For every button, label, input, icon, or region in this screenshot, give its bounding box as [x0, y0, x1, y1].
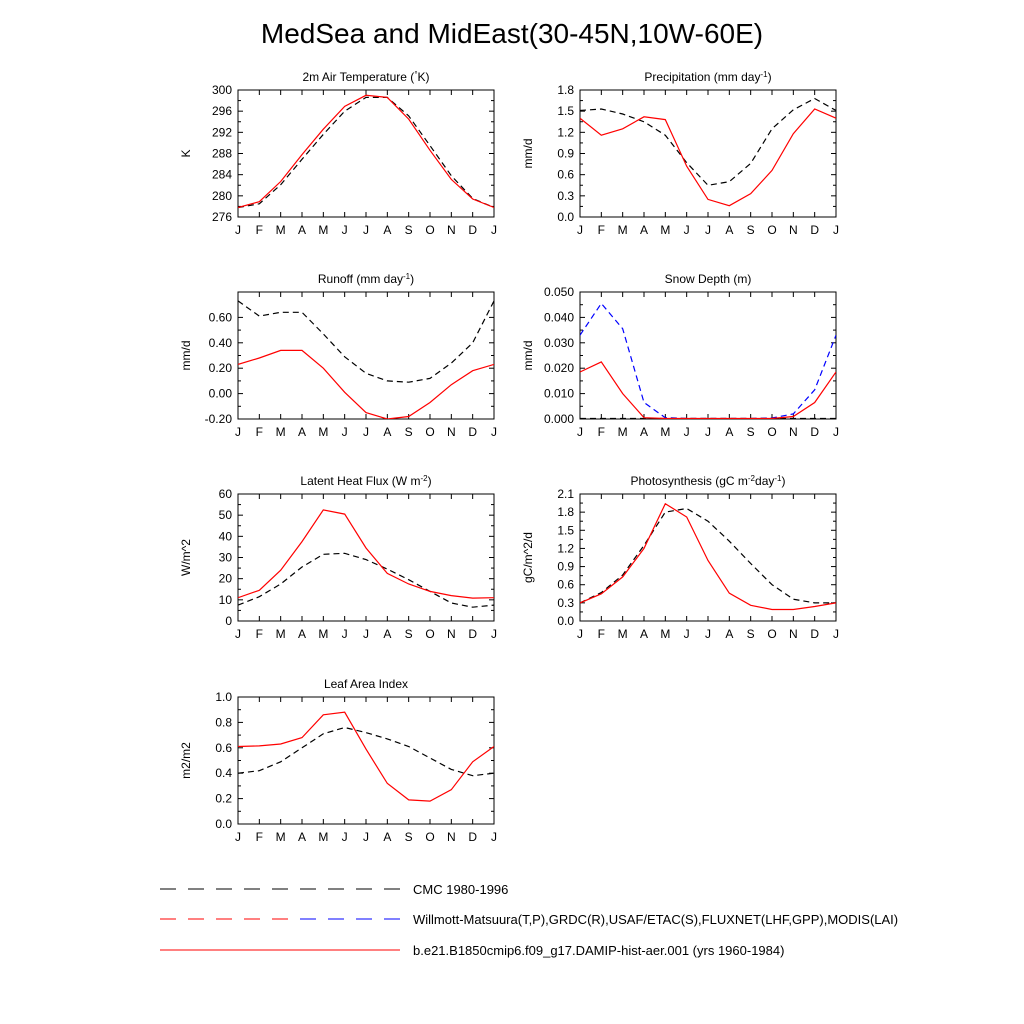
- panel-title: 2m Air Temperature (°K): [302, 69, 430, 84]
- y-axis-label: gC/m^2/d: [521, 532, 535, 583]
- y-tick-label: 0.60: [208, 310, 232, 325]
- plot-frame: [238, 697, 494, 824]
- x-tick-label: A: [297, 223, 307, 237]
- x-tick-label: J: [683, 425, 690, 439]
- x-tick-label: J: [833, 223, 839, 237]
- y-tick-label: 0.20: [208, 361, 232, 376]
- series-line-model: [580, 504, 836, 610]
- x-tick-label: S: [746, 223, 755, 237]
- y-tick-label: 0.3: [557, 595, 574, 610]
- panel-title: Snow Depth (m): [664, 272, 752, 286]
- x-tick-label: A: [725, 627, 734, 641]
- x-tick-label: D: [810, 425, 820, 439]
- x-tick-label: S: [404, 425, 413, 439]
- x-tick-label: J: [491, 830, 497, 844]
- y-axis-label: K: [179, 149, 193, 158]
- x-tick-label: F: [255, 627, 264, 641]
- x-tick-label: O: [425, 830, 435, 844]
- x-tick-label: N: [788, 425, 798, 439]
- y-axis-label: mm/d: [521, 340, 535, 371]
- y-tick-label: 1.0: [215, 690, 232, 704]
- y-tick-label: 288: [211, 146, 232, 161]
- panel-title: Photosynthesis (gC $m^{-2}day^{-1}$): [630, 473, 786, 488]
- legend-label: b.e21.B1850cmip6.f09_g17.DAMIP-hist-aer.001 (yrs 1960-1984): [413, 943, 785, 958]
- chart-panel-1: [179, 70, 497, 238]
- x-tick-label: N: [446, 425, 456, 439]
- x-tick-label: A: [639, 425, 649, 439]
- x-tick-label: M: [318, 830, 329, 844]
- x-tick-label: F: [255, 223, 264, 237]
- y-tick-label: 1.8: [557, 83, 574, 97]
- x-tick-label: J: [683, 627, 690, 641]
- x-tick-label: J: [235, 425, 241, 439]
- y-axis-label: mm/d: [179, 340, 193, 371]
- plot-frame: [580, 90, 836, 217]
- series-line-model: [238, 510, 494, 598]
- y-tick-label: 284: [211, 167, 232, 182]
- y-tick-label: 0.000: [543, 412, 574, 426]
- y-axis-label: W/m^2: [179, 539, 193, 576]
- y-tick-label: 20: [218, 571, 232, 586]
- y-axis-label: mm/d: [521, 138, 535, 169]
- x-tick-label: J: [683, 223, 690, 237]
- y-tick-label: 60: [218, 487, 232, 501]
- x-tick-label: J: [341, 223, 348, 237]
- y-tick-label: 0.40: [208, 335, 232, 350]
- x-tick-label: A: [297, 830, 307, 844]
- x-tick-label: M: [617, 627, 628, 641]
- x-tick-label: S: [404, 627, 413, 641]
- panel-title: Latent Heat Flux (W $m^{-2}$): [300, 473, 432, 488]
- y-tick-label: 0.2: [215, 791, 232, 806]
- x-tick-label: A: [639, 223, 649, 237]
- x-tick-label: J: [491, 627, 497, 641]
- x-tick-label: S: [404, 223, 413, 237]
- series-line-obs: [238, 728, 494, 776]
- series-line-model: [580, 362, 836, 419]
- x-tick-label: O: [767, 627, 777, 641]
- chart-panel-4: [521, 272, 839, 439]
- x-tick-label: M: [275, 425, 286, 439]
- x-tick-label: M: [318, 425, 329, 439]
- x-tick-label: O: [425, 425, 435, 439]
- chart-panel-5: [179, 474, 497, 642]
- series-line-model: [238, 712, 494, 801]
- figure-title: MedSea and MidEast(30-45N,10W-60E): [260, 18, 764, 49]
- x-tick-label: F: [597, 627, 606, 641]
- x-tick-label: J: [341, 627, 348, 641]
- x-tick-label: J: [363, 425, 369, 439]
- legend-label: Willmott-Matsuura(T,P),GRDC(R),USAF/ETAC(S),FLUXNET(LHF,GPP),MODIS(LAI): [413, 912, 899, 927]
- series-line-obs: [238, 553, 494, 607]
- x-tick-label: J: [833, 425, 839, 439]
- x-tick-label: A: [297, 425, 307, 439]
- x-tick-label: M: [617, 223, 628, 237]
- y-tick-label: -0.20: [204, 412, 232, 426]
- y-tick-label: 0.6: [557, 577, 574, 592]
- x-tick-label: F: [597, 425, 606, 439]
- y-tick-label: 50: [218, 508, 232, 523]
- plot-frame: [580, 292, 836, 419]
- x-tick-label: F: [255, 830, 264, 844]
- x-tick-label: O: [767, 425, 777, 439]
- y-tick-label: 30: [218, 550, 232, 565]
- x-tick-label: M: [275, 830, 286, 844]
- y-tick-label: 1.2: [557, 541, 574, 556]
- x-tick-label: S: [404, 830, 413, 844]
- plot-frame: [238, 494, 494, 621]
- series-line-obs: [238, 301, 494, 382]
- y-tick-label: 0.010: [543, 386, 574, 401]
- panel-title: Runoff (mm day$^{-1}$): [317, 271, 415, 286]
- series-line-model: [238, 95, 494, 207]
- x-tick-label: J: [491, 223, 497, 237]
- y-tick-label: 0.040: [543, 310, 574, 325]
- x-tick-label: N: [446, 627, 456, 641]
- panel-title: Precipitation (mm day$^{-1}$): [644, 69, 772, 84]
- x-tick-label: D: [810, 627, 820, 641]
- plot-frame: [238, 292, 494, 419]
- x-tick-label: D: [468, 223, 478, 237]
- x-tick-label: J: [341, 830, 348, 844]
- x-tick-label: J: [705, 223, 711, 237]
- x-tick-label: A: [297, 627, 307, 641]
- x-tick-label: D: [468, 627, 478, 641]
- x-tick-label: A: [639, 627, 649, 641]
- x-tick-label: M: [660, 627, 671, 641]
- x-tick-label: J: [833, 627, 839, 641]
- y-tick-label: 0.00: [208, 386, 232, 401]
- series-line-obs: [580, 99, 836, 186]
- x-tick-label: J: [577, 627, 583, 641]
- plot-frame: [580, 494, 836, 621]
- y-tick-label: 296: [211, 104, 232, 119]
- x-tick-label: J: [363, 627, 369, 641]
- x-tick-label: O: [767, 223, 777, 237]
- legend: [160, 882, 898, 958]
- y-tick-label: 292: [211, 125, 232, 140]
- x-tick-label: M: [275, 223, 286, 237]
- y-tick-label: 300: [211, 83, 232, 97]
- x-tick-label: M: [660, 223, 671, 237]
- series-line-obs_blue: [580, 303, 836, 418]
- x-tick-label: M: [660, 425, 671, 439]
- x-tick-label: N: [788, 223, 798, 237]
- chart-panel-2: [521, 70, 839, 238]
- legend-label: CMC 1980-1996: [413, 882, 509, 897]
- x-tick-label: F: [597, 223, 606, 237]
- x-tick-label: J: [341, 425, 348, 439]
- y-tick-label: 1.5: [557, 523, 574, 538]
- y-tick-label: 0.9: [557, 146, 574, 161]
- x-tick-label: J: [577, 223, 583, 237]
- x-tick-label: M: [318, 223, 329, 237]
- plot-frame: [238, 90, 494, 217]
- x-tick-label: S: [746, 425, 755, 439]
- x-tick-label: J: [705, 425, 711, 439]
- x-tick-label: A: [383, 627, 392, 641]
- x-tick-label: A: [725, 223, 734, 237]
- y-tick-label: 0.4: [215, 766, 232, 781]
- y-tick-label: 0.0: [215, 817, 232, 831]
- x-tick-label: A: [383, 830, 392, 844]
- y-tick-label: 1.5: [557, 104, 574, 119]
- series-line-model: [238, 350, 494, 419]
- chart-panel-3: [179, 272, 497, 440]
- y-tick-label: 0.020: [543, 361, 574, 376]
- x-tick-label: D: [468, 830, 478, 844]
- y-tick-label: 280: [211, 188, 232, 203]
- x-tick-label: O: [425, 627, 435, 641]
- x-tick-label: J: [491, 425, 497, 439]
- x-tick-label: M: [275, 627, 286, 641]
- x-tick-label: N: [446, 830, 456, 844]
- series-line-model: [580, 109, 836, 206]
- y-tick-label: 1.8: [557, 505, 574, 520]
- chart-panel-7: [179, 677, 497, 844]
- x-tick-label: O: [425, 223, 435, 237]
- y-tick-label: 0.9: [557, 559, 574, 574]
- x-tick-label: J: [577, 425, 583, 439]
- x-tick-label: A: [725, 425, 734, 439]
- x-tick-label: N: [446, 223, 456, 237]
- x-tick-label: J: [235, 223, 241, 237]
- series-line-obs: [580, 509, 836, 603]
- x-tick-label: N: [788, 627, 798, 641]
- x-tick-label: S: [746, 627, 755, 641]
- y-tick-label: 0.6: [557, 167, 574, 182]
- x-tick-label: M: [617, 425, 628, 439]
- x-tick-label: J: [363, 830, 369, 844]
- panel-title: Leaf Area Index: [323, 677, 409, 691]
- chart-panel-6: [521, 474, 839, 642]
- y-tick-label: 1.2: [557, 125, 574, 140]
- series-line-obs: [238, 97, 494, 207]
- x-tick-label: D: [810, 223, 820, 237]
- x-tick-label: D: [468, 425, 478, 439]
- x-tick-label: J: [235, 627, 241, 641]
- y-tick-label: 0.0: [557, 210, 574, 224]
- x-tick-label: F: [255, 425, 264, 439]
- y-tick-label: 0.050: [543, 285, 574, 299]
- y-tick-label: 276: [211, 210, 232, 224]
- y-tick-label: 0: [225, 614, 232, 628]
- y-tick-label: 0.0: [557, 614, 574, 628]
- y-tick-label: 0.030: [543, 335, 574, 350]
- x-tick-label: M: [318, 627, 329, 641]
- y-tick-label: 40: [218, 529, 232, 544]
- x-tick-label: A: [383, 223, 392, 237]
- x-tick-label: A: [383, 425, 392, 439]
- y-tick-label: 0.8: [215, 715, 232, 730]
- y-tick-label: 0.6: [215, 740, 232, 755]
- x-tick-label: J: [705, 627, 711, 641]
- x-tick-label: J: [235, 830, 241, 844]
- y-tick-label: 2.1: [557, 487, 574, 501]
- y-tick-label: 10: [218, 592, 232, 607]
- y-tick-label: 0.3: [557, 188, 574, 203]
- y-axis-label: m2/m2: [179, 742, 193, 779]
- x-tick-label: J: [363, 223, 369, 237]
